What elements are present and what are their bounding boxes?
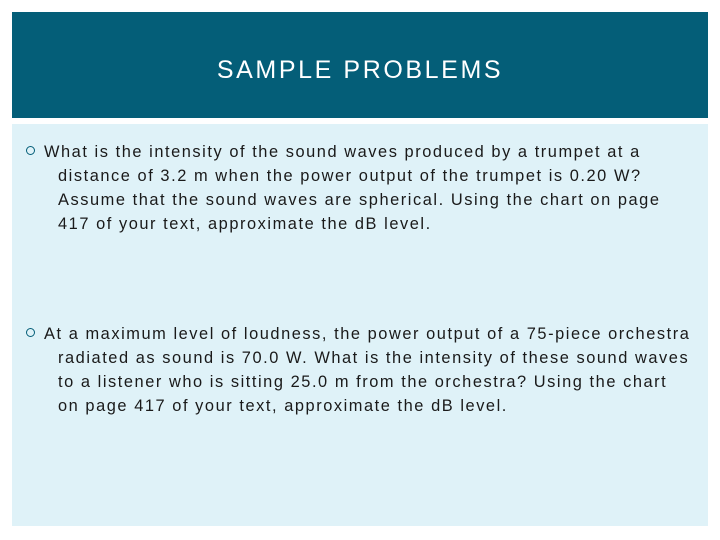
title-bar: [12, 12, 708, 118]
slide-title: SAMPLE PROBLEMS: [216, 55, 504, 84]
hollow-circle-bullet-icon: [26, 328, 35, 337]
problem-1-text: What is the intensity of the sound waves produced by a trumpet at a distance of 3.2 m when the power output of the trumpet is 0.20 W? Assume that the sound waves are spherical. Using the chart on page 417 of your text, approximate the dB level.: [44, 143, 661, 233]
problem-1: [44, 140, 694, 236]
hollow-circle-bullet-icon: [26, 146, 35, 155]
problem-2: [44, 322, 694, 418]
problem-2-text: At a maximum level of loudness, the power output of a 75-piece orchestra radiated as sound is 70.0 W. What is the intensity of these sound waves to a listener who is sitting 25.0 m from the orchestra? Using the chart on page 417 of your text, approximate the dB level.: [44, 325, 691, 415]
content-area: [12, 124, 708, 526]
